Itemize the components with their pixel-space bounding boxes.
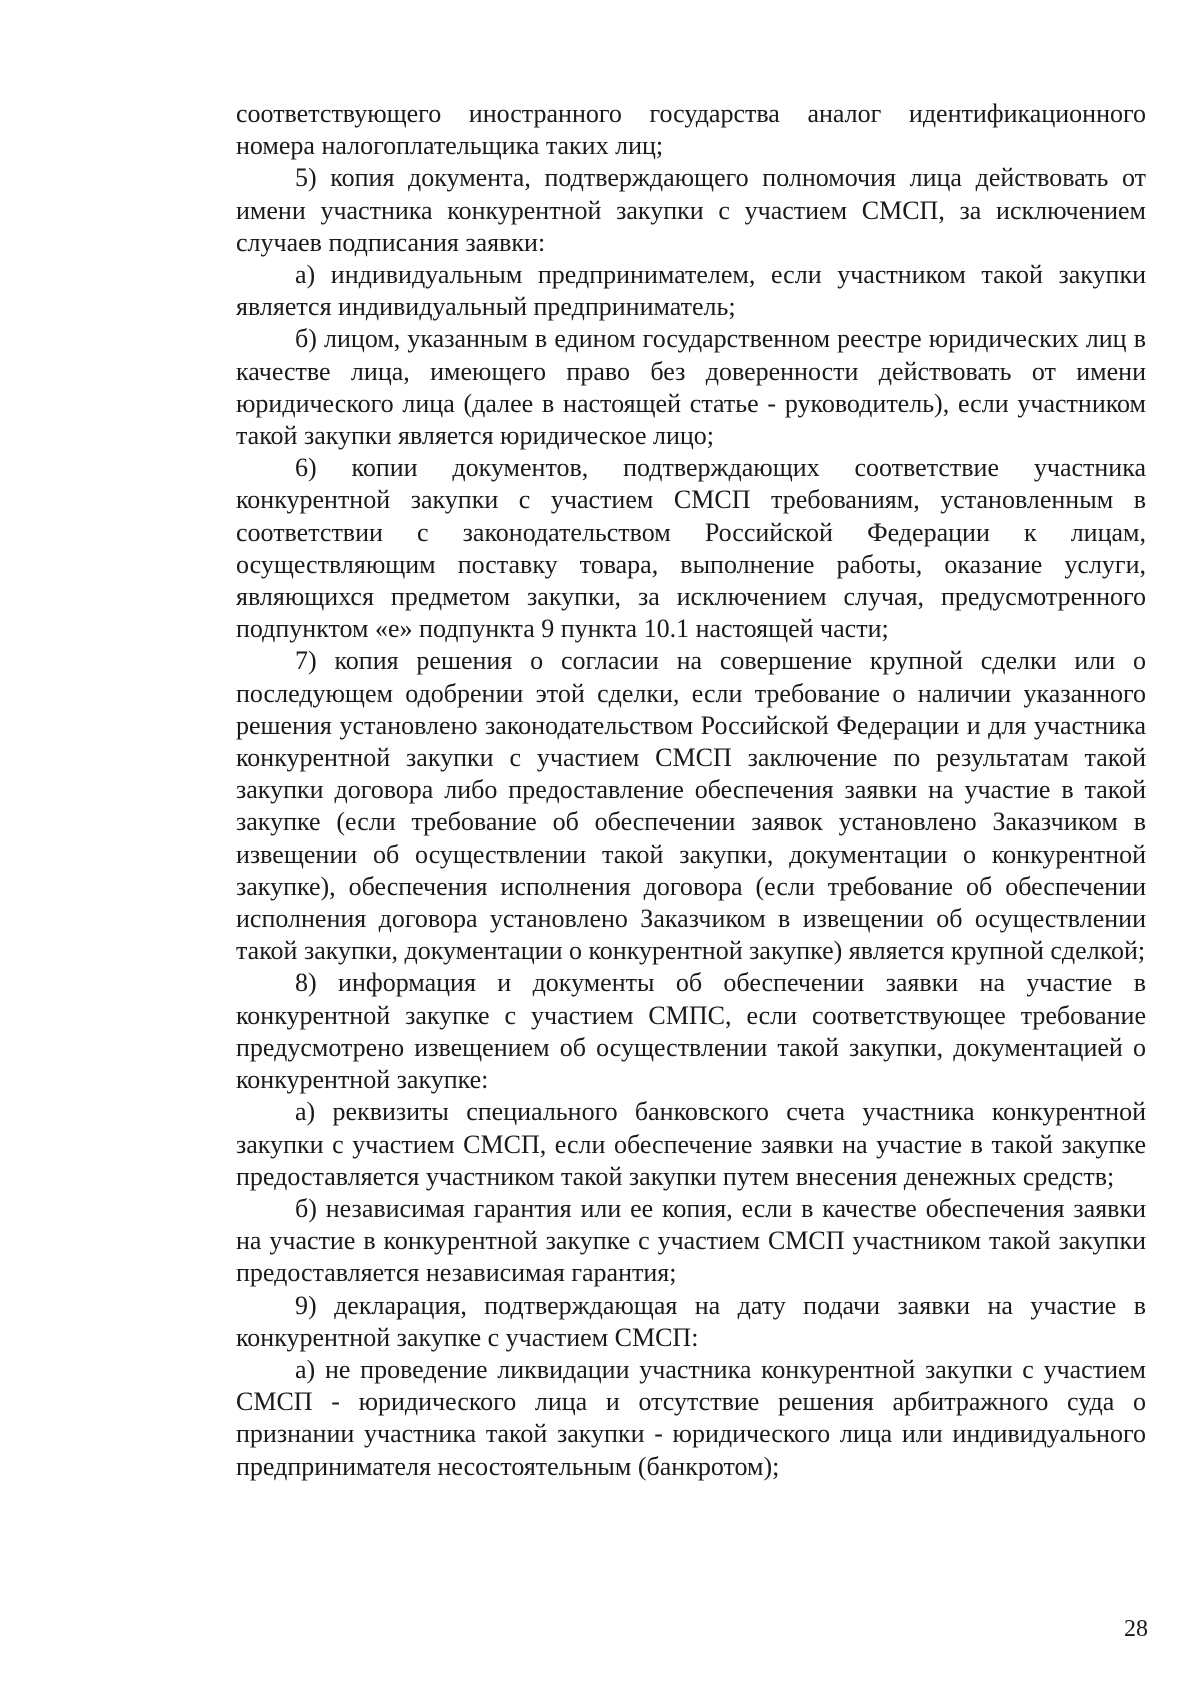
paragraph-item-5a: а) индивидуальным предпринимателем, если участником такой закупки является индивидуальный предприниматель; [236, 260, 1146, 322]
paragraph-item-8b: б) независимая гарантия или ее копия, если в качестве обеспечения заявки на участие в конкурентной закупке с участием СМСП участником такой закупки предоставляется независимая гарантия; [236, 1193, 1146, 1288]
paragraph-item-5: 5) копия документа, подтверждающего полномочия лица действовать от имени участника конкурентной закупки с участием СМСП, за исключением случаев подписания заявки: [236, 163, 1146, 257]
paragraph-item-8a: а) реквизиты специального банковского счета участника конкурентной закупки с участием СМСП, если обеспечение заявки на участие в такой закупке предоставляется участником такой закупки путем внесения денежных средств; [236, 1097, 1146, 1191]
paragraph-item-9: 9) декларация, подтверждающая на дату подачи заявки на участие в конкурентной закупке с участием СМСП: [236, 1290, 1146, 1352]
paragraph-item-7: 7) копия решения о согласии на совершение крупной сделки или о последующем одобрении этой сделки, если требование о наличии указанного решения установлено законодательством Российской Федерации и для участника конкурентной закупки с участием СМСП заключение по результатам такой закупки договора либо предоставление обеспечения заявки на участие в такой закупке (если требование об обеспечении заявок установлено Заказчиком в извещении об осуществлении такой закупки, документации о конкурентной закупке), обеспечения исполнения договора (если требование об обеспечении исполнения договора установлено Заказчиком в извещении об осуществлении такой закупки, документации о конкурентной закупке) является крупной сделкой; [236, 646, 1146, 966]
paragraph-item-8: 8) информация и документы об обеспечении заявки на участие в конкурентной закупке с участием СМПС, если соответствующее требование предусмотрено извещением об осуществлении такой закупки, документацией о конкурентной закупке: [236, 968, 1146, 1095]
paragraph-item-9a: а) не проведение ликвидации участника конкурентной закупки с участием СМСП - юридического лица и отсутствие решения арбитражного суда о признании участника такой закупки - юридического лица или индивидуального предпринимателя несостоятельным (банкротом); [236, 1354, 1146, 1481]
document-body [236, 98, 1146, 1483]
page-number: 28 [1124, 1616, 1148, 1642]
paragraph-continuation: соответствующего иностранного государства аналог идентификационного номера налогоплательщика таких лиц; [236, 99, 1146, 161]
paragraph-item-6: 6) копии документов, подтверждающих соответствие участника конкурентной закупки с участием СМСП требованиям, установленным в соответствии с законодательством Российской Федерации к лицам, осуществляющим поставку товара, выполнение работы, оказание услуги, являющихся предметом закупки, за исключением случая, предусмотренного подпунктом «е» подпункта 9 пункта 10.1 настоящей части; [236, 453, 1146, 644]
paragraph-item-5b: б) лицом, указанным в едином государственном реестре юридических лиц в качестве лица, имеющего право без доверенности действовать от имени юридического лица (далее в настоящей статье - руководитель), если участником такой закупки является юридическое лицо; [236, 324, 1146, 451]
